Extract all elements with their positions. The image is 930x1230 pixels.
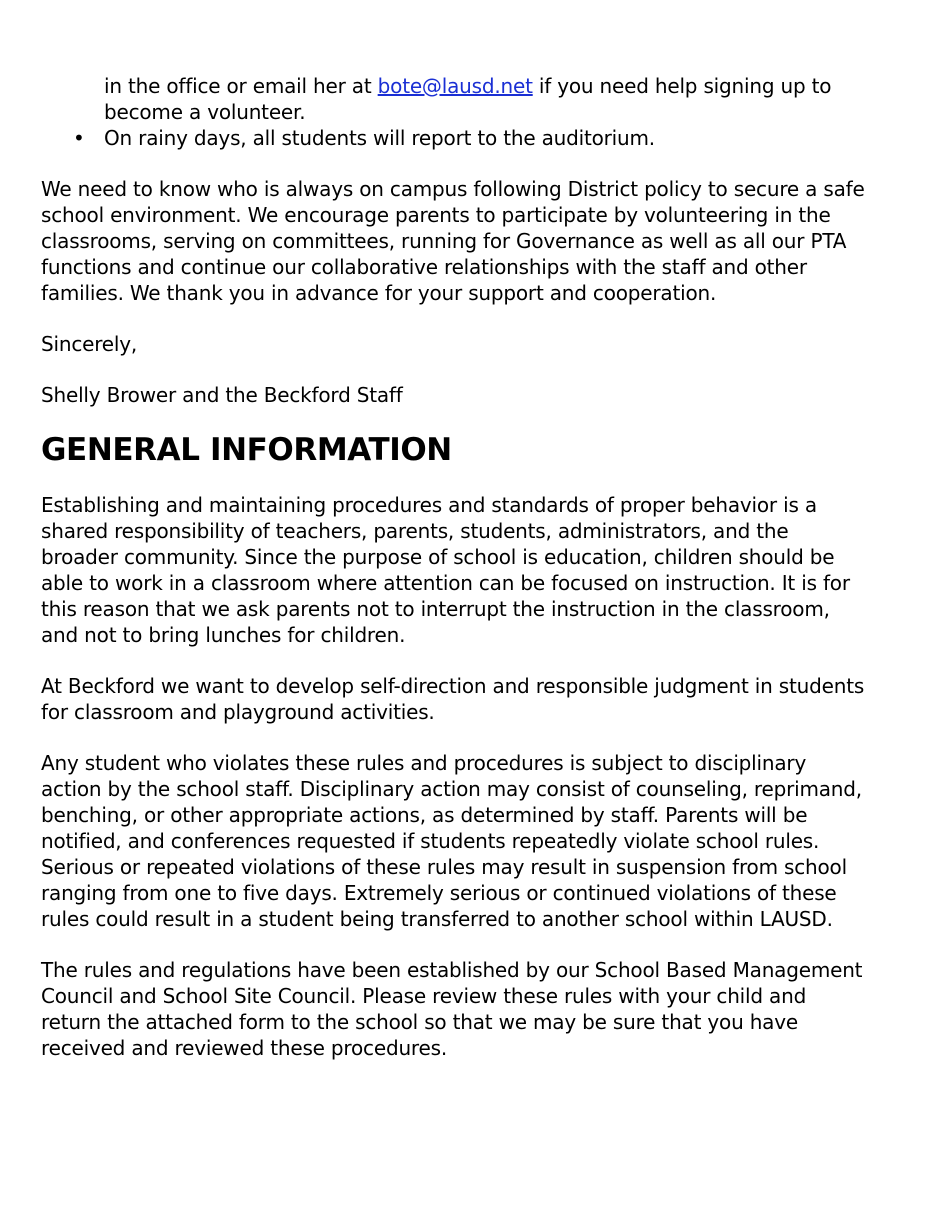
body-paragraph: At Beckford we want to develop self-direction and responsible judgment in students for classroom and playground activities. [41,674,865,724]
body-paragraph: The rules and regulations have been established by our School Based Management Council and School Site Council. Please review these rules with your child and return the attached form to the school so that we may be sure that you have received and reviewed these procedures. [41,958,863,1060]
body-paragraph: Any student who violates these rules and procedures is subject to disciplinary action by the school staff. Disciplinary action may consist of counseling, reprimand, benching, or other appropriate actions, as determined by staff. Parents will be notified, and conferences requested if students repeatedly violate school rules. Serious or repeated violations of these rules may result in suspension from school ranging from one to five days. Extremely serious or continued violations of these rules could result in a student being transferred to another school within LAUSD. [41,751,862,931]
list-item-text: On rainy days, all students will report to the auditorium. [104,126,655,150]
body-paragraph: Establishing and maintaining procedures and standards of proper behavior is a shared responsibility of teachers, parents, students, administrators, and the broader community. Since the purpose of school is education, children should be able to work in a classroom where attention can be focused on instruction. It is for this reason that we ask parents not to interrupt the instruction in the classroom, and not to bring lunches for children. [41,493,850,647]
bullet-marker: • [73,126,85,150]
signature-line: Shelly Brower and the Beckford Staff [41,383,403,407]
bullet-list [41,73,870,151]
campus-paragraph: We need to know who is always on campus following District policy to secure a safe school environment. We encourage parents to participate by volunteering in the classrooms, serving on committees, running for Governance as well as all our PTA functions and continue our collaborative relationships with the staff and other families. We thank you in advance for your support and cooperation. [41,177,865,305]
list-item-text-after: if you need help signing up to become a volunteer. [104,74,832,124]
list-item-text-before: in the office or email her at [104,74,378,98]
list-item [41,125,870,151]
section-heading: GENERAL INFORMATION [41,432,452,468]
email-link[interactable]: bote@lausd.net [377,74,533,98]
closing-line: Sincerely, [41,332,138,356]
list-item [41,73,870,125]
